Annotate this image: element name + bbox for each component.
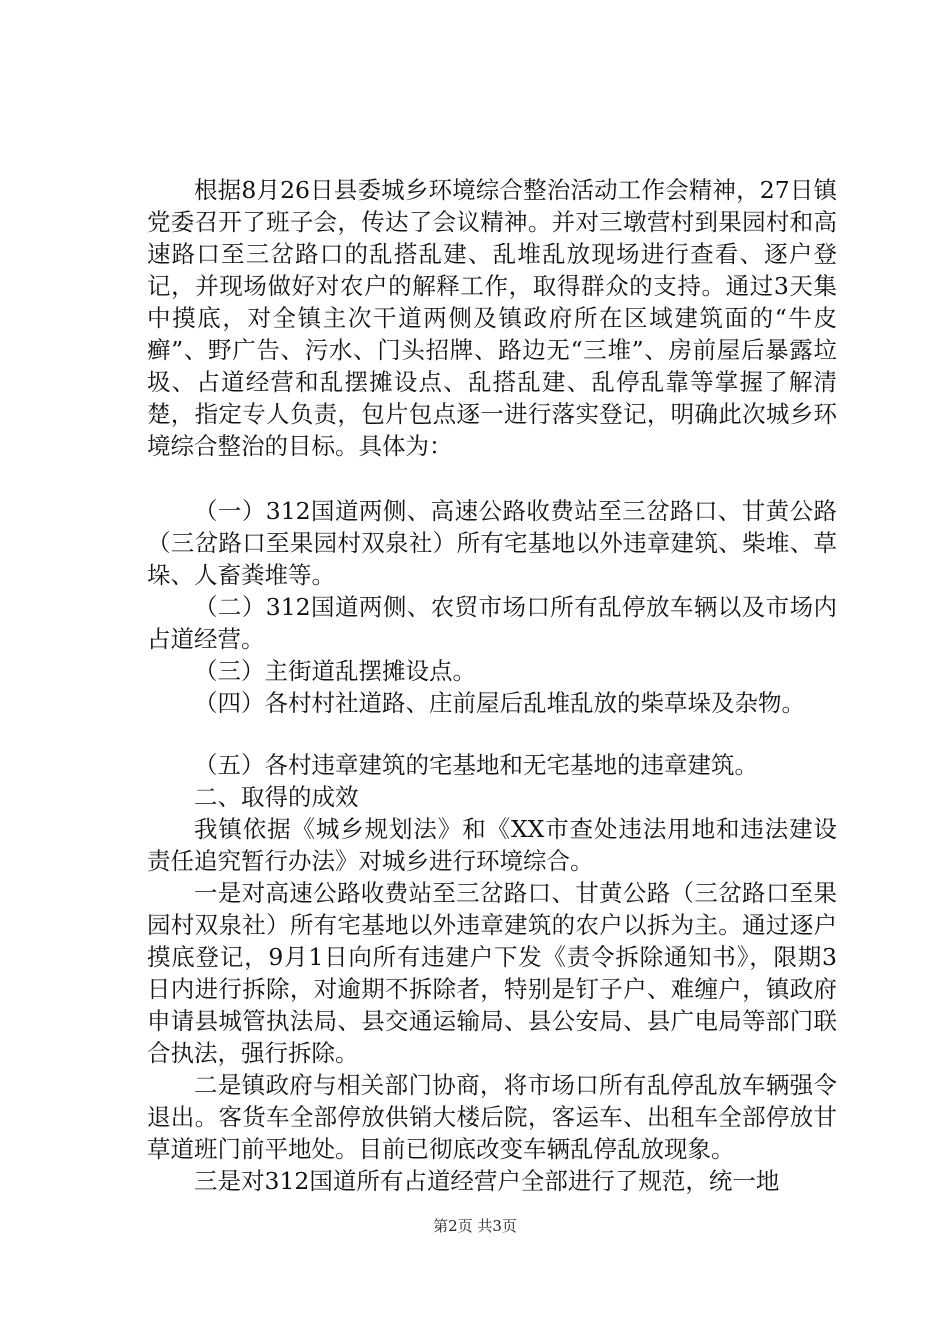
page-number-footer: 第2页 共3页 xyxy=(433,1217,517,1235)
section-heading-achievements: 二、取得的成效 xyxy=(194,783,359,811)
target-item-1: （一）312国道两侧、高速公路收费站至三岔路口、甘黄公路（三岔路口至果园村双泉社）所有宅基地以外违章建筑、柴堆、草垛、人畜粪堆等。 xyxy=(147,497,837,589)
target-item-5: （五）各村违章建筑的宅基地和无宅基地的违章建筑。 xyxy=(194,751,758,779)
document-body xyxy=(147,174,837,1197)
legal-basis-paragraph: 我镇依据《城乡规划法》和《XX市查处违法用地和违法建设责任追究暂行办法》对城乡进行环境综合。 xyxy=(147,815,837,875)
intro-paragraph: 根据8月26日县委城乡环境综合整治活动工作会精神，27日镇党委召开了班子会，传达了会议精神。并对三墩营村到果园村和高速路口至三岔路口的乱搭乱建、乱堆乱放现场进行查看、逐户登记，并现场做好对农户的解释工作，取得群众的支持。通过3天集中摸底，对全镇主次干道两侧及镇政府所在区域建筑面的“牛皮癣”、野广告、污水、门头招牌、路边无“三堆”、房前屋后暴露垃圾、占道经营和乱摆摊设点、乱搭乱建、乱停乱靠等掌握了解清楚，指定专人负责，包片包点逐一进行落实登记，明确此次城乡环境综合整治的目标。具体为： xyxy=(147,176,837,460)
achievement-paragraph-3: 三是对312国道所有占道经营户全部进行了规范，统一地 xyxy=(194,1167,780,1195)
target-item-2: （二）312国道两侧、农贸市场口所有乱停放车辆以及市场内占道经营。 xyxy=(147,593,837,653)
target-item-4: （四）各村村社道路、庄前屋后乱堆乱放的柴草垛及杂物。 xyxy=(194,689,805,717)
achievement-paragraph-2: 二是镇政府与相关部门协商，将市场口所有乱停乱放车辆强令退出。客货车全部停放供销大楼后院，客运车、出租车全部停放甘草道班门前平地处。目前已彻底改变车辆乱停乱放现象。 xyxy=(147,1071,837,1163)
achievement-paragraph-1: 一是对高速公路收费站至三岔路口、甘黄公路（三岔路口至果园村双泉社）所有宅基地以外违章建筑的农户以拆为主。通过逐户摸底登记，9月1日向所有违建户下发《责令拆除通知书》，限期3日内进行拆除，对逾期不拆除者，特别是钉子户、难缠户，镇政府申请县城管执法局、县交通运输局、县公安局、县广电局等部门联合执法，强行拆除。 xyxy=(147,879,837,1067)
target-item-3: （三）主街道乱摆摊设点。 xyxy=(194,657,476,685)
